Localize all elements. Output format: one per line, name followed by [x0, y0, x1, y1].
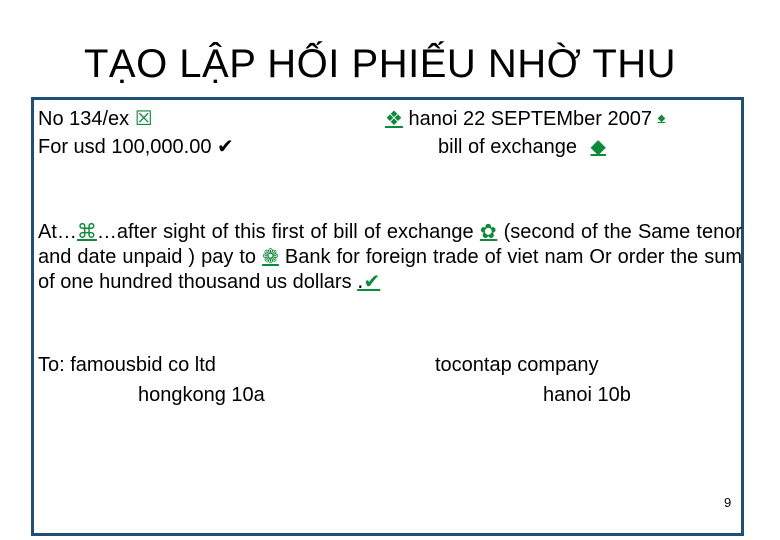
check-mark-icon: ✔ — [217, 134, 234, 158]
place-date: hanoi 22 SEPTEMber 2007 — [408, 108, 652, 130]
reference-label: No 134/ex — [38, 108, 130, 130]
amount-line — [38, 134, 234, 159]
document-frame — [31, 97, 744, 536]
place-date-line — [385, 106, 665, 131]
document-type: bill of exchange — [438, 136, 577, 158]
page-title: TẠO LẬP HỐI PHIẾU NHỜ THU — [83, 42, 677, 86]
diamond-ornament-icon: ❖ — [385, 106, 403, 130]
amount-label: For usd 100,000.00 — [38, 136, 212, 158]
checkbox-x-icon: ☒ — [134, 106, 153, 130]
after-sight-text: …after sight of this first of bill of exchange — [96, 221, 474, 243]
period-mark: .✔ — [357, 269, 381, 293]
drawer-name: tocontap company — [435, 354, 599, 376]
command-icon: ⌘ — [76, 219, 97, 243]
check-mark-icon: ✔ — [363, 269, 381, 293]
bank-text: Bank for foreign trade of — [284, 246, 502, 268]
same-tenor-text: Same tenor and date unpaid ) pay to — [38, 221, 743, 268]
flower-outline-icon: ✿ — [479, 219, 498, 243]
small-diamond-icon: ◆ — [657, 113, 666, 124]
second-of-text: (second of the — [503, 221, 632, 243]
document-type-line — [438, 134, 606, 159]
drawee-address: hongkong 10a — [138, 384, 265, 406]
page-number: 9 — [724, 495, 732, 510]
large-diamond-icon: ◆ — [590, 134, 606, 158]
drawee-name: To: famousbid co ltd — [38, 354, 216, 376]
drawer-address: hanoi 10b — [543, 384, 631, 406]
bill-body-paragraph — [38, 219, 742, 294]
at-text: At… — [38, 221, 77, 243]
amount-in-words-text: viet nam Or order the sum of one hundred thousand us dollars — [38, 246, 742, 293]
flower-solid-icon: ❁ — [262, 244, 279, 268]
reference-number — [38, 106, 153, 131]
